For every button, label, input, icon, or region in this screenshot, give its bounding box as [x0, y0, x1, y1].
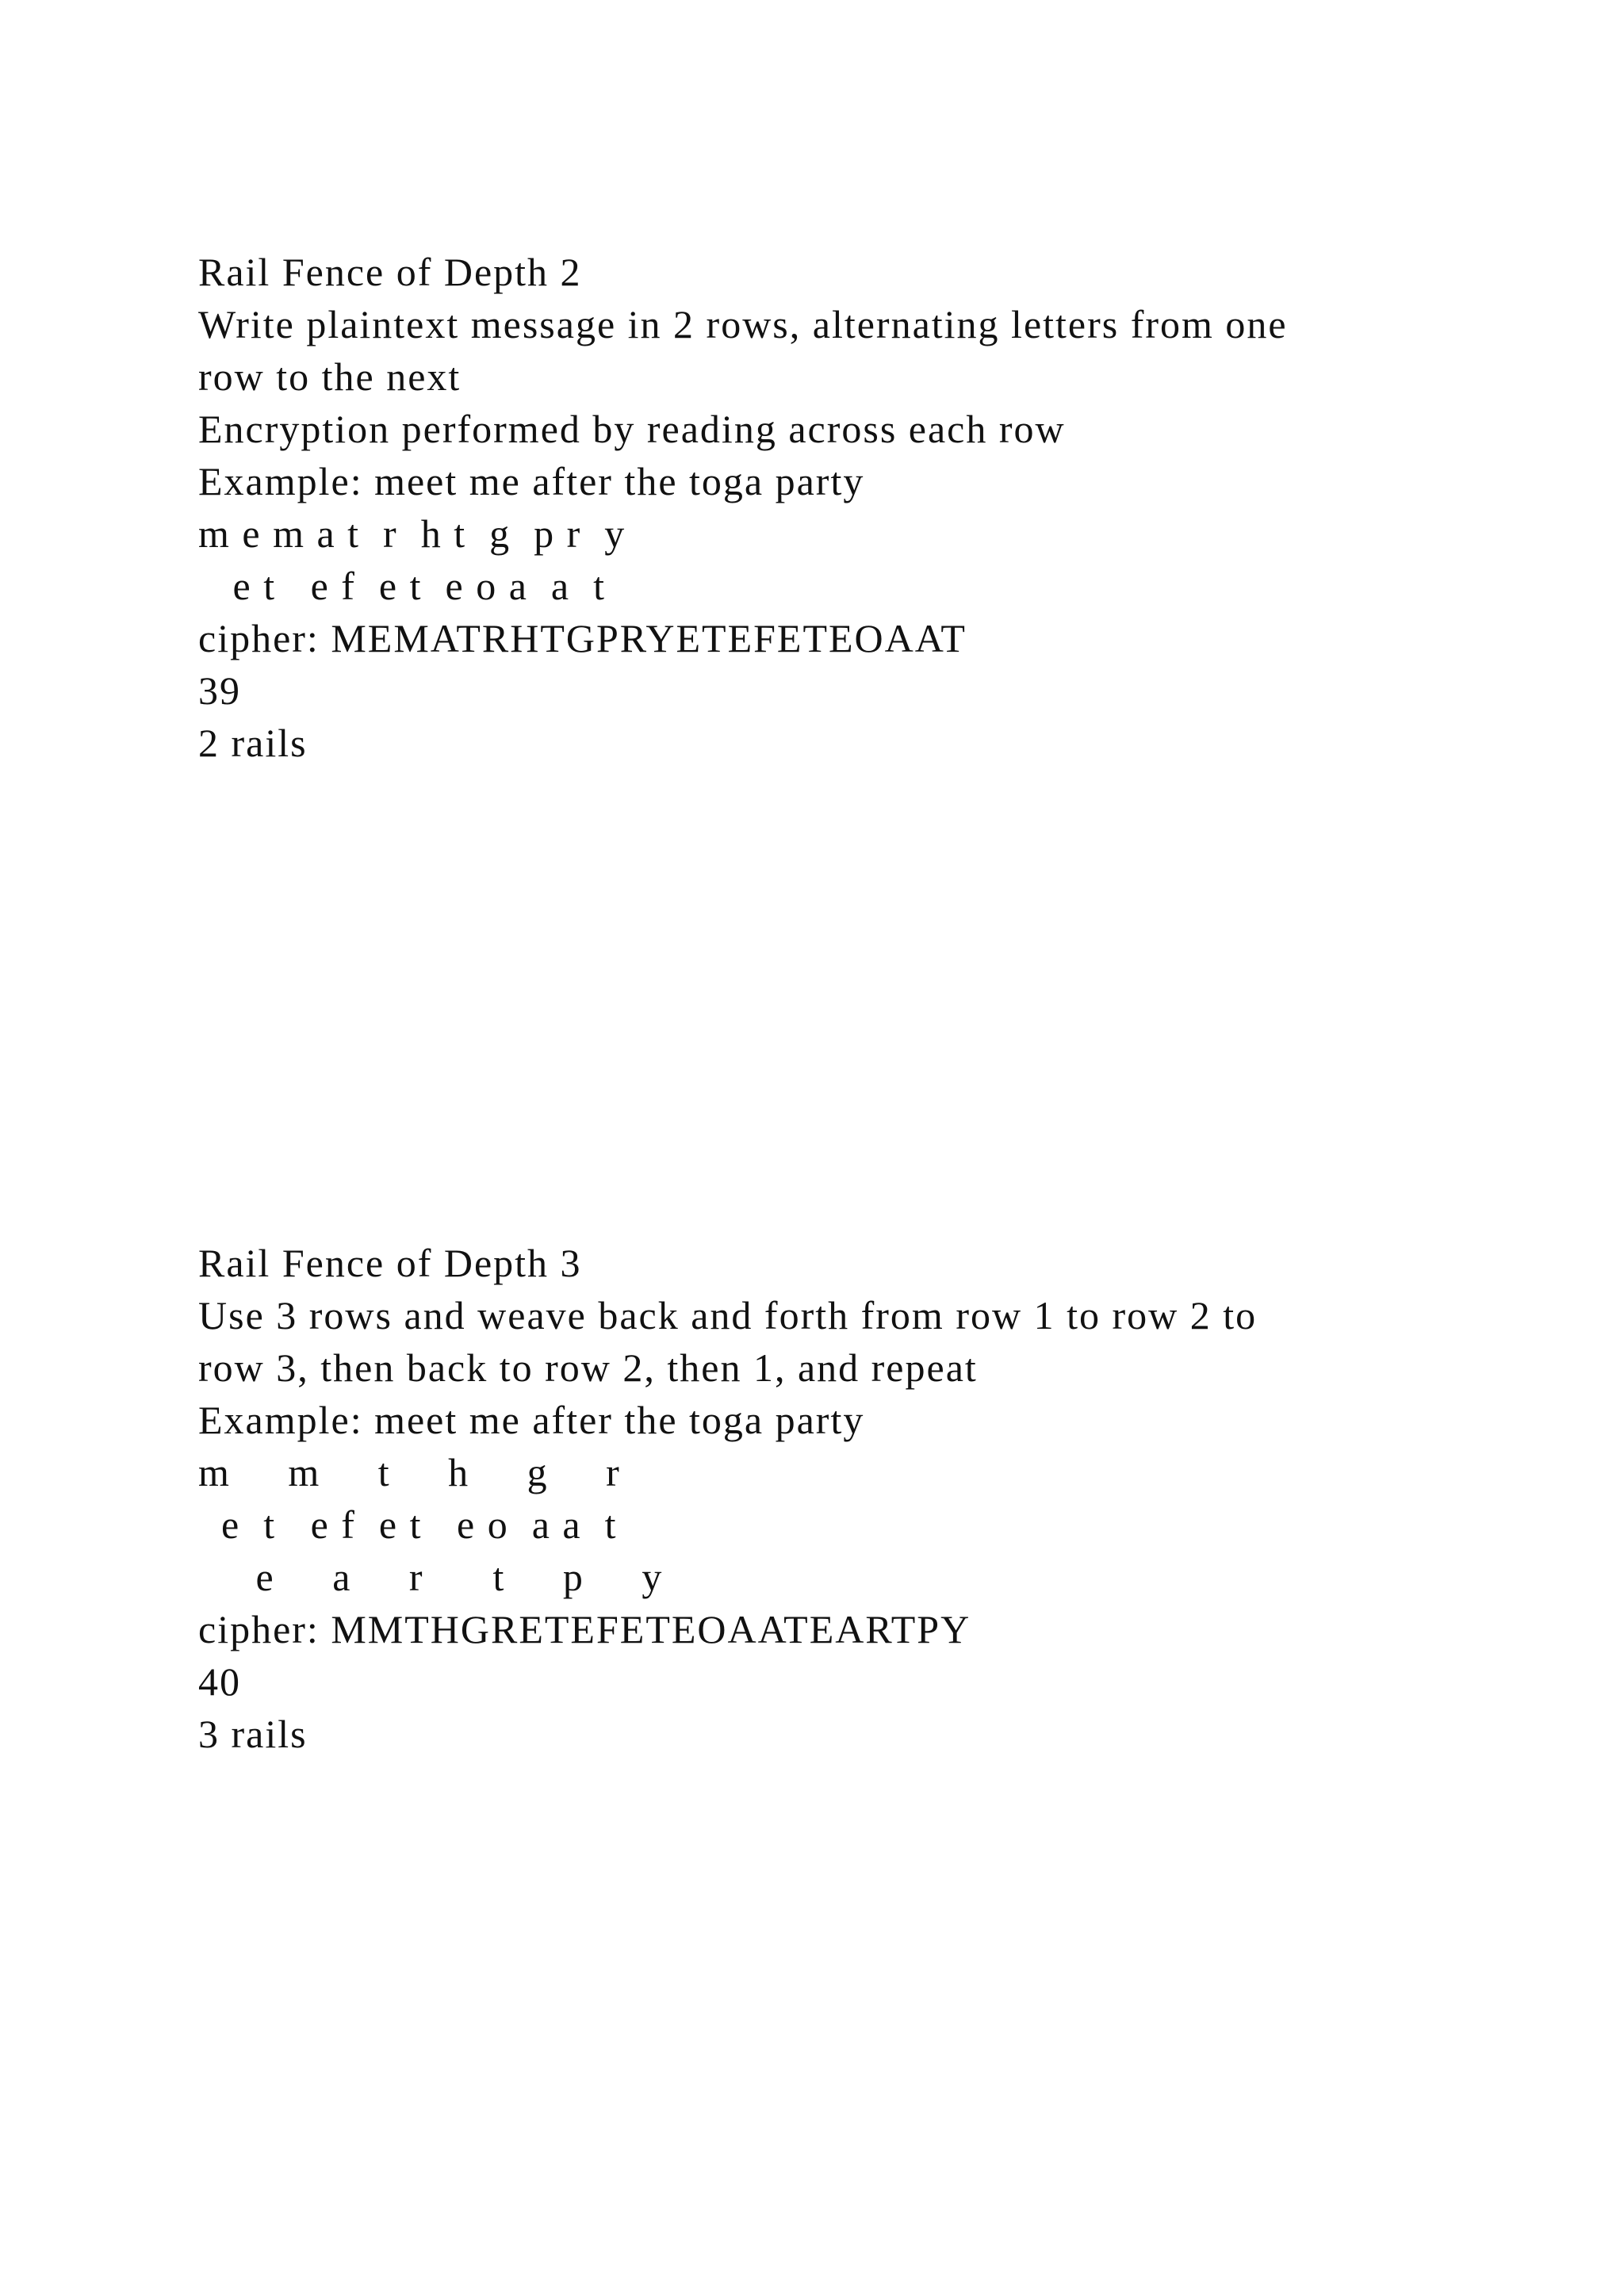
- cipher-line: cipher: MMTHGRETEFETEOAATEARTPY: [198, 1607, 971, 1651]
- description-line: row to the next: [198, 354, 462, 399]
- rail-row-2: e t e f e t e o a a t: [198, 1502, 618, 1547]
- rails-label: 3 rails: [198, 1712, 308, 1756]
- page-number: 40: [198, 1659, 241, 1704]
- rail-row-2: e t e f e t e o a a t: [198, 564, 606, 608]
- page-number: 39: [198, 668, 241, 713]
- rail-row-1: m m t h g r: [198, 1450, 621, 1494]
- rails-label: 2 rails: [198, 721, 308, 765]
- cipher-line: cipher: MEMATRHTGPRYETEFETEOAAT: [198, 616, 967, 660]
- section-title: Rail Fence of Depth 2: [198, 250, 582, 294]
- description-line: Encryption performed by reading across each row: [198, 407, 1066, 451]
- rail-row-1: m e m a t r h t g p r y: [198, 511, 626, 556]
- description-line: row 3, then back to row 2, then 1, and repeat: [198, 1345, 978, 1390]
- rail-row-3: e a r t p y: [198, 1555, 664, 1599]
- description-line: Use 3 rows and weave back and forth from row 1 to row 2 to: [198, 1293, 1258, 1337]
- section-rail-fence-depth-2: [198, 246, 1435, 769]
- section-rail-fence-depth-3: [198, 1237, 1435, 1760]
- section-title: Rail Fence of Depth 3: [198, 1241, 582, 1285]
- example-line: Example: meet me after the toga party: [198, 1398, 865, 1442]
- example-line: Example: meet me after the toga party: [198, 459, 865, 503]
- description-line: Write plaintext message in 2 rows, alternating letters from one: [198, 302, 1288, 346]
